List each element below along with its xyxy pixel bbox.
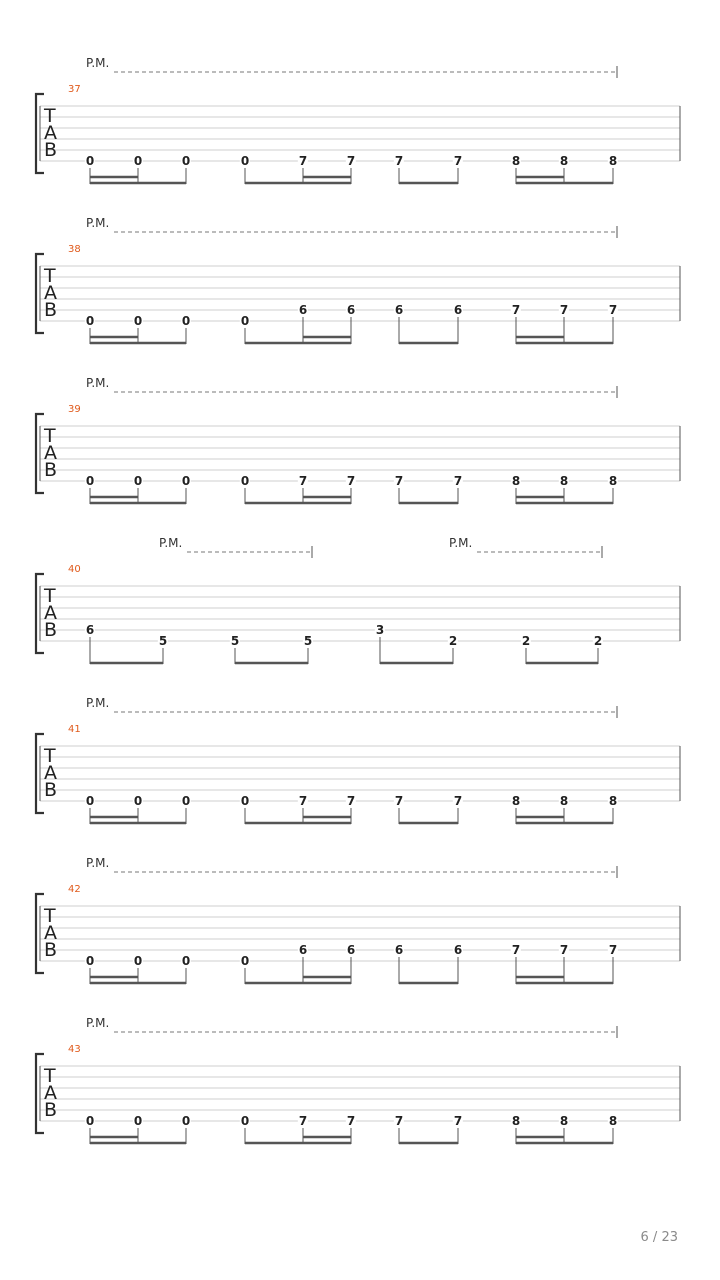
- palm-mute-label: P.M.: [449, 536, 473, 550]
- fret-number: 7: [608, 943, 618, 957]
- tab-staff-graphic: [0, 216, 720, 376]
- fret-number: 6: [453, 303, 463, 317]
- fret-number: 7: [559, 943, 569, 957]
- measure-number: 39: [68, 404, 81, 415]
- tab-staff-graphic: [0, 376, 720, 536]
- fret-number: 7: [394, 474, 404, 488]
- fret-number: 0: [133, 954, 143, 968]
- fret-number: 0: [181, 1114, 191, 1128]
- fret-number: 7: [559, 303, 569, 317]
- fret-number: 2: [593, 634, 603, 648]
- fret-number: 6: [346, 303, 356, 317]
- palm-mute-label: P.M.: [86, 376, 110, 390]
- fret-number: 7: [346, 154, 356, 168]
- tab-clef-letter: A: [44, 762, 57, 784]
- fret-number: 7: [298, 474, 308, 488]
- fret-number: 0: [85, 954, 95, 968]
- tab-clef-letter: A: [44, 1082, 57, 1104]
- fret-number: 7: [346, 794, 356, 808]
- tab-staff-graphic: [0, 536, 720, 696]
- fret-number: 0: [240, 314, 250, 328]
- palm-mute-label: P.M.: [86, 856, 110, 870]
- tab-clef-letter: T: [44, 425, 56, 447]
- fret-number: 0: [133, 314, 143, 328]
- measure-number: 40: [68, 564, 81, 575]
- fret-number: 7: [453, 1114, 463, 1128]
- fret-number: 7: [453, 474, 463, 488]
- fret-number: 0: [240, 954, 250, 968]
- fret-number: 0: [181, 314, 191, 328]
- measure-number: 38: [68, 244, 81, 255]
- tab-clef-letter: B: [44, 1099, 58, 1121]
- fret-number: 7: [394, 794, 404, 808]
- tab-staff-graphic: [0, 856, 720, 1016]
- fret-number: 8: [511, 474, 521, 488]
- fret-number: 0: [240, 1114, 250, 1128]
- fret-number: 7: [394, 154, 404, 168]
- tab-clef-letter: T: [44, 905, 56, 927]
- palm-mute-label: P.M.: [86, 696, 110, 710]
- tab-system: [0, 56, 720, 216]
- fret-number: 7: [453, 794, 463, 808]
- fret-number: 0: [240, 154, 250, 168]
- fret-number: 8: [608, 1114, 618, 1128]
- tab-staff-graphic: [0, 1016, 720, 1176]
- fret-number: 0: [85, 474, 95, 488]
- fret-number: 5: [230, 634, 240, 648]
- fret-number: 8: [608, 794, 618, 808]
- fret-number: 7: [394, 1114, 404, 1128]
- fret-number: 2: [448, 634, 458, 648]
- fret-number: 0: [181, 794, 191, 808]
- fret-number: 6: [394, 943, 404, 957]
- tab-staff-graphic: [0, 56, 720, 216]
- fret-number: 0: [181, 154, 191, 168]
- fret-number: 8: [511, 794, 521, 808]
- tab-clef-letter: B: [44, 619, 58, 641]
- fret-number: 6: [298, 943, 308, 957]
- tab-clef-letter: B: [44, 139, 58, 161]
- palm-mute-label: P.M.: [159, 536, 183, 550]
- tab-clef-letter: A: [44, 922, 57, 944]
- fret-number: 8: [608, 154, 618, 168]
- fret-number: 2: [521, 634, 531, 648]
- tab-clef-letter: T: [44, 265, 56, 287]
- fret-number: 8: [559, 794, 569, 808]
- fret-number: 7: [346, 474, 356, 488]
- fret-number: 7: [511, 943, 521, 957]
- fret-number: 8: [559, 474, 569, 488]
- tab-clef-letter: B: [44, 939, 58, 961]
- tab-clef-letter: T: [44, 105, 56, 127]
- measure-number: 37: [68, 84, 81, 95]
- fret-number: 0: [85, 314, 95, 328]
- tab-clef-letter: B: [44, 299, 58, 321]
- fret-number: 0: [133, 474, 143, 488]
- palm-mute-label: P.M.: [86, 1016, 110, 1030]
- fret-number: 7: [453, 154, 463, 168]
- fret-number: 8: [559, 154, 569, 168]
- palm-mute-label: P.M.: [86, 56, 110, 70]
- tab-system: [0, 216, 720, 376]
- fret-number: 7: [298, 794, 308, 808]
- fret-number: 0: [133, 154, 143, 168]
- fret-number: 6: [298, 303, 308, 317]
- tab-clef-letter: B: [44, 779, 58, 801]
- tab-staff-graphic: [0, 696, 720, 856]
- page-number: 6 / 23: [640, 1230, 678, 1245]
- fret-number: 0: [181, 474, 191, 488]
- fret-number: 7: [608, 303, 618, 317]
- tab-clef-letter: B: [44, 459, 58, 481]
- fret-number: 8: [511, 1114, 521, 1128]
- tab-clef-letter: A: [44, 282, 57, 304]
- tab-clef-letter: T: [44, 1065, 56, 1087]
- tab-system: [0, 376, 720, 536]
- tab-system: [0, 856, 720, 1016]
- fret-number: 0: [85, 1114, 95, 1128]
- fret-number: 0: [133, 1114, 143, 1128]
- fret-number: 0: [85, 154, 95, 168]
- tab-clef-letter: A: [44, 122, 57, 144]
- tab-system: [0, 696, 720, 856]
- fret-number: 5: [303, 634, 313, 648]
- fret-number: 7: [298, 154, 308, 168]
- fret-number: 6: [394, 303, 404, 317]
- fret-number: 7: [511, 303, 521, 317]
- fret-number: 6: [85, 623, 95, 637]
- fret-number: 8: [559, 1114, 569, 1128]
- tab-system: [0, 1016, 720, 1176]
- tab-clef-letter: T: [44, 585, 56, 607]
- fret-number: 8: [608, 474, 618, 488]
- fret-number: 0: [240, 474, 250, 488]
- tab-system: [0, 536, 720, 696]
- measure-number: 43: [68, 1044, 81, 1055]
- fret-number: 0: [85, 794, 95, 808]
- measure-number: 41: [68, 724, 81, 735]
- fret-number: 5: [158, 634, 168, 648]
- measure-number: 42: [68, 884, 81, 895]
- fret-number: 0: [240, 794, 250, 808]
- tab-clef-letter: T: [44, 745, 56, 767]
- palm-mute-label: P.M.: [86, 216, 110, 230]
- fret-number: 8: [511, 154, 521, 168]
- fret-number: 3: [375, 623, 385, 637]
- fret-number: 6: [346, 943, 356, 957]
- fret-number: 7: [298, 1114, 308, 1128]
- fret-number: 0: [133, 794, 143, 808]
- tab-clef-letter: A: [44, 602, 57, 624]
- fret-number: 7: [346, 1114, 356, 1128]
- tab-clef-letter: A: [44, 442, 57, 464]
- fret-number: 6: [453, 943, 463, 957]
- fret-number: 0: [181, 954, 191, 968]
